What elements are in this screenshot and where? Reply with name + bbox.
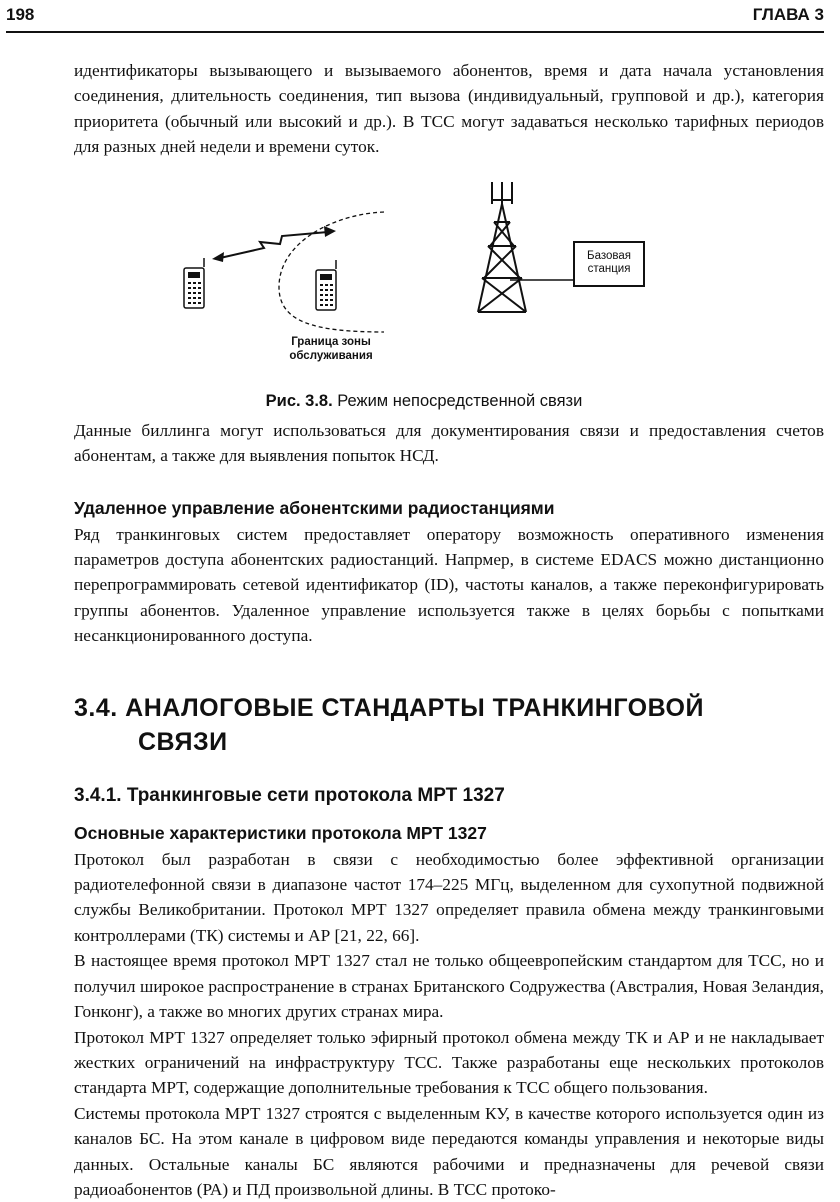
remote-control-paragraph: Ряд транкинговых систем предоставляет оператору возможность оперативного изменения параметров доступа абонентских радиостанций. Напрмер, в системе EDACS можно дистанционно перепрограммировать сетевой идентификатор (ID), частоты каналов, а также переконфигурировать группы абонентов. Удаленное управление используется также в целях борьбы с попытками несанкционированного доступа. [74,524,824,646]
remote-control-heading: Удаленное управление абонентскими радиостанциями [74,497,555,518]
left-handset-icon [184,258,204,308]
page-header [0,0,840,30]
base-station-label-1: Базовая [587,249,631,262]
section-heading-line1: 3.4. АНАЛОГОВЫЕ СТАНДАРТЫ ТРАНКИНГОВОЙ [74,693,704,722]
section-heading-line2: СВЯЗИ [138,727,228,756]
paragraph-4: Системы протокола МРТ 1327 строятся с выделенным КУ, в качестве которого используется один из каналов БС. На этом канале в цифровом виде передаются команды управления и некоторые виды данных. Остальные каналы БС являются рабочими и предназначены для речевой связи радиоабонентов (РА) и ПД произвольной длины. В ТСС протоко- [74,1103,824,1199]
radio-link-arrow [212,226,336,262]
page-content [74,58,824,1202]
figure-3-8 [74,182,824,482]
right-handset-icon [316,260,336,310]
base-station-label-2: станция [587,262,631,275]
header-rule [6,31,824,33]
section-heading [74,691,824,759]
base-station-label [574,250,644,276]
figure-caption-number: Рис. 3.8. [265,391,333,410]
billing-paragraph: Данные биллинга могут использоваться для документирования связи и предоставления счетов абонентам, а также для выявления попыток НСД. [74,420,824,466]
zone-label-1: Граница зоны [291,335,371,348]
paragraph-2: В настоящее время протокол МРТ 1327 стал не только общеевропейским стандартом для ТСС, но и получил широкое распространение в странах Британского Содружества (Австралия, Новая Зеландия, Гонконг), а также во многих других странах мира. [74,951,824,1022]
intro-paragraph: идентификаторы вызывающего и вызываемого абонентов, время и дата начала установления соединения, длительность соединения, тип вызова (индивидуальный, групповой и др.), категория приоритета (обычный или высокий и др.). В ТСС могут задаваться несколько тарифных периодов для разных дней недели и времени суток. [74,61,824,157]
characteristics-heading: Основные характеристики протокола МРТ 1327 [74,822,487,843]
subsection-heading: 3.4.1. Транкинговые сети протокола МРТ 1327 [74,784,505,806]
chapter-title: ГЛАВА 3 [752,5,824,24]
zone-label-2: обслуживания [289,349,373,362]
figure-caption [74,392,774,411]
figure-caption-text: Режим непосредственной связи [337,391,583,410]
page-number: 198 [6,5,35,24]
paragraph-1: Протокол был разработан в связи с необходимостью более эффективной организации радиотелефонной связи в диапазоне частот 174–225 МГц, выделенном для сухопутной подвижной службы Великобритании. Протокол МРТ 1327 определяет правила обмена между транкинговыми контроллерами (ТК) системы и АР [21, 22, 66]. [74,849,824,945]
tower-icon [478,182,526,312]
paragraph-3: Протокол МРТ 1327 определяет только эфирный протокол обмена между ТК и АР и не накладывает жестких ограничений на инфраструктуру ТСС. Также разработаны еще нескольких протоколов стандарта МРТ, содержащие дополнительные требования к ТСС общего пользования. [74,1027,824,1098]
zone-boundary-label [256,335,406,363]
